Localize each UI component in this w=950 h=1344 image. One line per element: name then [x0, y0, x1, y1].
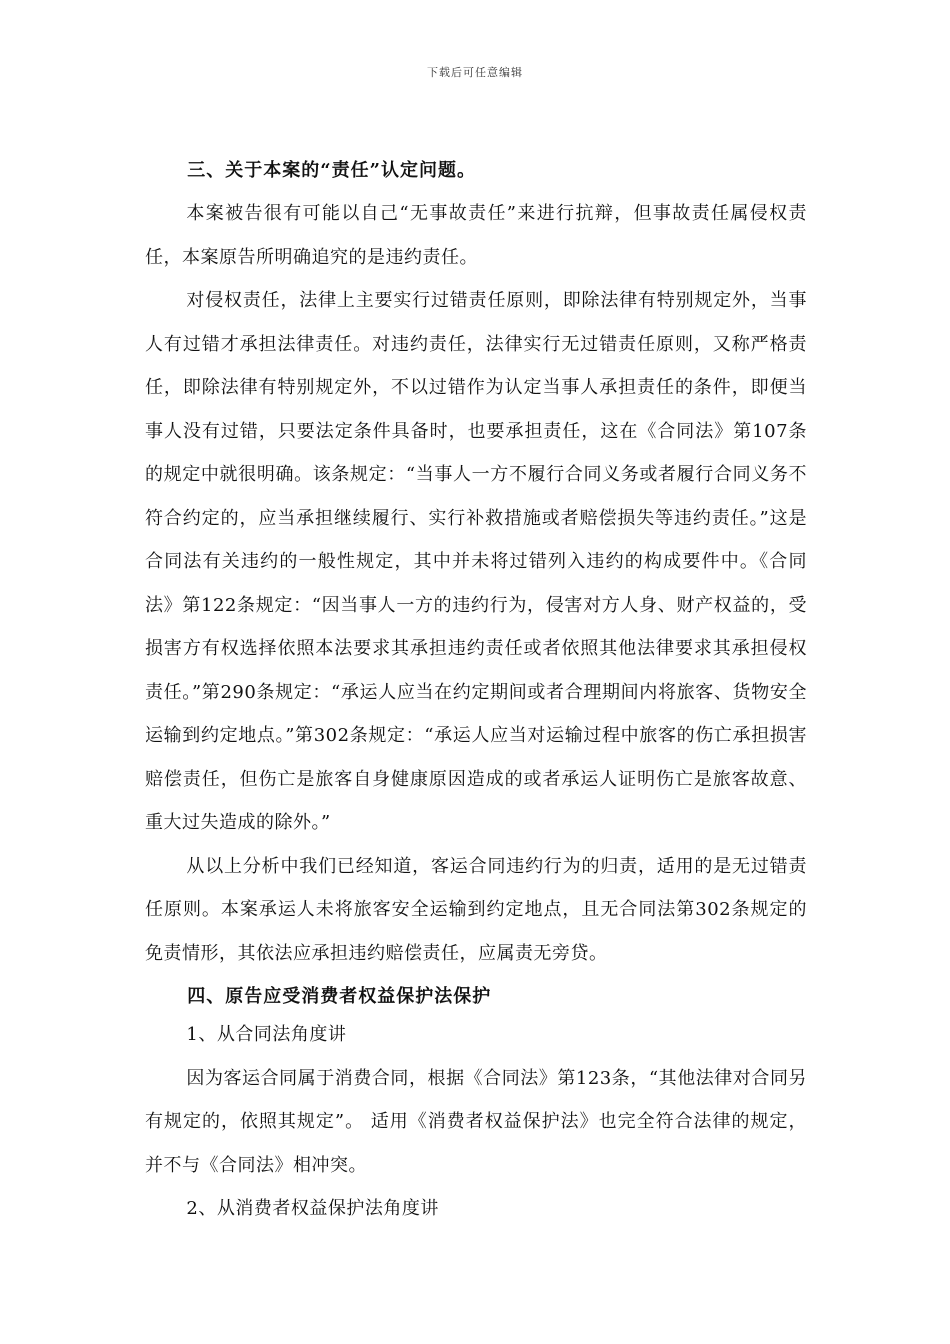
document-body: [145, 160, 807, 1231]
section-heading-4: 四、原告应受消费者权益保护法保护: [187, 986, 492, 1007]
subheading: 2、从消费者权益保护法角度讲: [186, 1198, 439, 1219]
page-header: 下载后可任意编辑: [427, 66, 523, 79]
paragraph: 因为客运合同属于消费合同，根据《合同法》第123条，“其他法律对合同另有规定的，依照其规定”。 适用《消费者权益保护法》也完全符合法律的规定，并不与《合同法》相冲突。: [145, 1067, 807, 1176]
subheading: 1、从合同法角度讲: [186, 1024, 347, 1045]
paragraph: 从以上分析中我们已经知道，客运合同违约行为的归责，适用的是无过错责任原则。本案承运人未将旅客安全运输到约定地点，且无合同法第302条规定的免责情形，其依法应承担违约赔偿责任，应属责无旁贷。: [145, 855, 807, 964]
paragraph: 对侵权责任，法律上主要实行过错责任原则，即除法律有特别规定外，当事人有过错才承担法律责任。对违约责任，法律实行无过错责任原则，又称严格责任，即除法律有特别规定外，不以过错作为认定当事人承担责任的条件，即便当事人没有过错，只要法定条件具备时，也要承担责任，这在《合同法》第107条的规定中就很明确。该条规定：“当事人一方不履行合同义务或者履行合同义务不符合约定的，应当承担继续履行、实行补救措施或者赔偿损失等违约责任。”这是合同法有关违约的一般性规定，其中并未将过错列入违约的构成要件中。《合同法》第122条规定：“因当事人一方的违约行为，侵害对方人身、财产权益的，受损害方有权选择依照本法要求其承担违约责任或者依照其他法律要求其承担侵权责任。”第290条规定：“承运人应当在约定期间或者合理期间内将旅客、货物安全运输到约定地点。”第302条规定：“承运人应当对运输过程中旅客的伤亡承担损害赔偿责任，但伤亡是旅客自身健康原因造成的或者承运人证明伤亡是旅客故意、重大过失造成的除外。”: [145, 290, 807, 833]
paragraph: 本案被告很有可能以自己“无事故责任”来进行抗辩，但事故责任属侵权责任，本案原告所明确追究的是违约责任。: [145, 203, 807, 268]
section-heading-3: 三、关于本案的“责任”认定问题。: [187, 160, 477, 181]
